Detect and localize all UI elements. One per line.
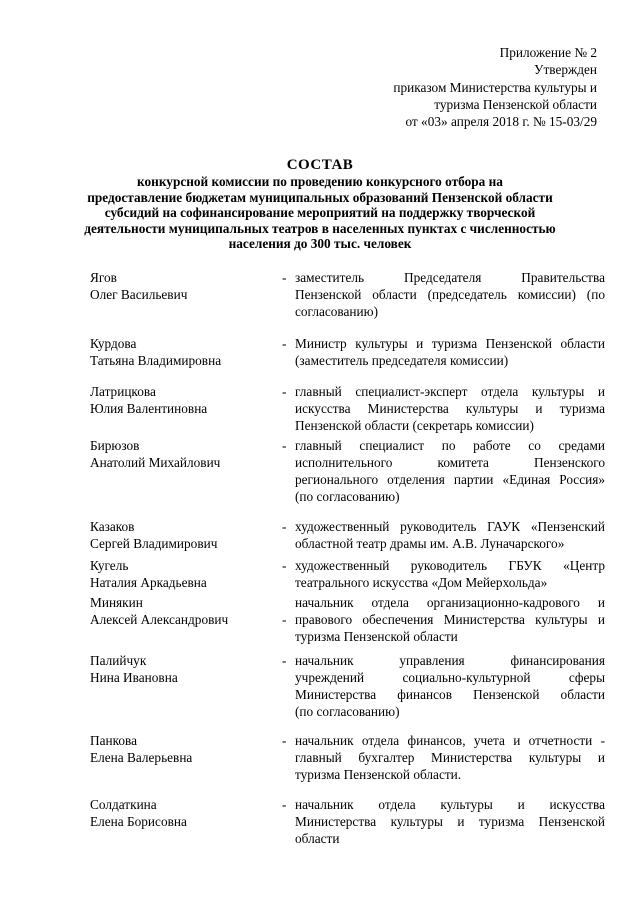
member-dash: - — [282, 438, 287, 453]
role-line: согласованию) — [295, 304, 379, 319]
role-line: Пензенской области (председатель комиссии) (по — [295, 287, 605, 302]
member-surname: Курдова — [90, 336, 137, 351]
member-given-name: Елена Валерьевна — [90, 750, 193, 765]
role-line: театрального искусства «Дом Мейерхольда» — [295, 575, 548, 590]
role-line: области — [295, 831, 340, 846]
member-given-name: Елена Борисовна — [90, 814, 187, 829]
role-line: начальник отдела организационно-кадрового и — [295, 595, 605, 610]
member-surname: Панкова — [90, 733, 138, 748]
role-line: художественный руководитель ГБУК «Центр — [295, 558, 605, 573]
member-role — [295, 269, 605, 320]
role-line: Министерства финансов Пензенской области — [295, 687, 605, 702]
role-line: туризма Пензенской области — [295, 629, 458, 644]
role-line: (по согласованию) — [295, 704, 400, 719]
subtitle-line: населения до 300 тыс. человек — [228, 236, 412, 252]
role-line: (заместитель председателя комиссии) — [295, 353, 509, 368]
subtitle-line: конкурсной комиссии по проведению конкурсного отбора на — [137, 174, 503, 189]
member-name — [90, 557, 270, 591]
role-line: главный специалист по работе со средами — [295, 438, 605, 453]
member-given-name: Нина Ивановна — [90, 670, 178, 685]
role-line: заместитель Председателя Правительства — [295, 270, 605, 285]
subtitle-line: предоставление бюджетам муниципальных образований Пензенской области — [87, 189, 553, 205]
member-name — [90, 594, 270, 628]
role-line: главный специалист-эксперт отдела культуры и — [295, 384, 605, 399]
member-role — [295, 652, 605, 720]
member-dash: - — [282, 733, 287, 748]
member-dash: - — [282, 270, 287, 285]
member-dash: - — [282, 612, 287, 627]
role-line: Министр культуры и туризма Пензенской области — [295, 336, 605, 351]
role-line: (по согласованию) — [295, 489, 400, 504]
member-role — [295, 557, 605, 591]
member-role — [295, 796, 605, 847]
role-line: главный бухгалтер Министерства культуры и — [295, 750, 605, 765]
member-surname: Ягов — [90, 270, 117, 285]
member-role — [295, 594, 605, 645]
member-name — [90, 732, 270, 766]
member-surname: Солдаткина — [90, 797, 157, 812]
subtitle-line: деятельности муниципальных театров в населенных пунктах с численностью — [84, 220, 556, 236]
member-surname: Казаков — [90, 519, 135, 534]
member-role — [295, 335, 605, 369]
member-name — [90, 796, 270, 830]
member-name — [90, 437, 270, 471]
role-line: искусства Министерства культуры и туризма — [295, 401, 605, 416]
member-name — [90, 383, 270, 417]
member-surname: Кугель — [90, 558, 129, 573]
role-line: областной театр драмы им. А.В. Луначарского» — [295, 536, 565, 551]
member-name — [90, 518, 270, 552]
approval-line: приказом Министерства культуры и — [393, 79, 597, 95]
approval-line: Утвержден — [534, 62, 597, 78]
member-dash: - — [282, 384, 287, 399]
member-role — [295, 732, 605, 783]
member-surname: Палийчук — [90, 653, 147, 668]
role-line: правового обеспечения Министерства культуры и — [295, 612, 605, 627]
document-subtitle — [80, 174, 560, 252]
document-title: СОСТАВ — [286, 157, 354, 173]
role-line: учреждений социально-культурной сферы — [295, 670, 605, 685]
member-given-name: Сергей Владимирович — [90, 536, 218, 551]
member-role — [295, 518, 605, 552]
member-role — [295, 437, 605, 505]
subtitle-line: субсидий на софинансирование мероприятий на поддержку творческой — [104, 205, 536, 221]
member-dash: - — [282, 797, 287, 812]
member-surname: Латрицкова — [90, 384, 156, 399]
role-line: начальник отдела культуры и искусства — [295, 797, 605, 812]
member-name — [90, 269, 270, 303]
member-surname: Минякин — [90, 595, 143, 610]
member-surname: Бирюзов — [90, 438, 140, 453]
approval-line: от «03» апреля 2018 г. № 15-03/29 — [405, 114, 597, 130]
member-name — [90, 652, 270, 686]
member-name — [90, 335, 270, 369]
member-dash: - — [282, 653, 287, 668]
role-line: начальник управления финансирования — [295, 653, 605, 668]
member-dash: - — [282, 558, 287, 573]
approval-line: туризма Пензенской области — [434, 96, 597, 112]
role-line: регионального отделения партии «Единая Россия» — [295, 472, 605, 487]
role-line: Министерства культуры и туризма Пензенской — [295, 814, 605, 829]
role-line: туризма Пензенской области. — [295, 767, 462, 782]
member-role — [295, 383, 605, 434]
member-given-name: Татьяна Владимировна — [90, 353, 222, 368]
role-line: начальник отдела финансов, учета и отчетности - — [295, 733, 605, 748]
role-line: исполнительного комитета Пензенского — [295, 455, 605, 470]
member-given-name: Анатолий Михайлович — [90, 455, 221, 470]
role-line: Пензенской области (секретарь комиссии) — [295, 418, 534, 433]
approval-block — [393, 44, 597, 130]
approval-line: Приложение № 2 — [499, 45, 597, 60]
role-line: художественный руководитель ГАУК «Пензенский — [295, 519, 605, 534]
member-dash: - — [282, 519, 287, 534]
member-given-name: Юлия Валентиновна — [90, 401, 208, 416]
member-dash: - — [282, 336, 287, 351]
member-given-name: Наталия Аркадьевна — [90, 575, 207, 590]
member-given-name: Олег Васильевич — [90, 287, 188, 302]
member-given-name: Алексей Александрович — [90, 612, 229, 627]
